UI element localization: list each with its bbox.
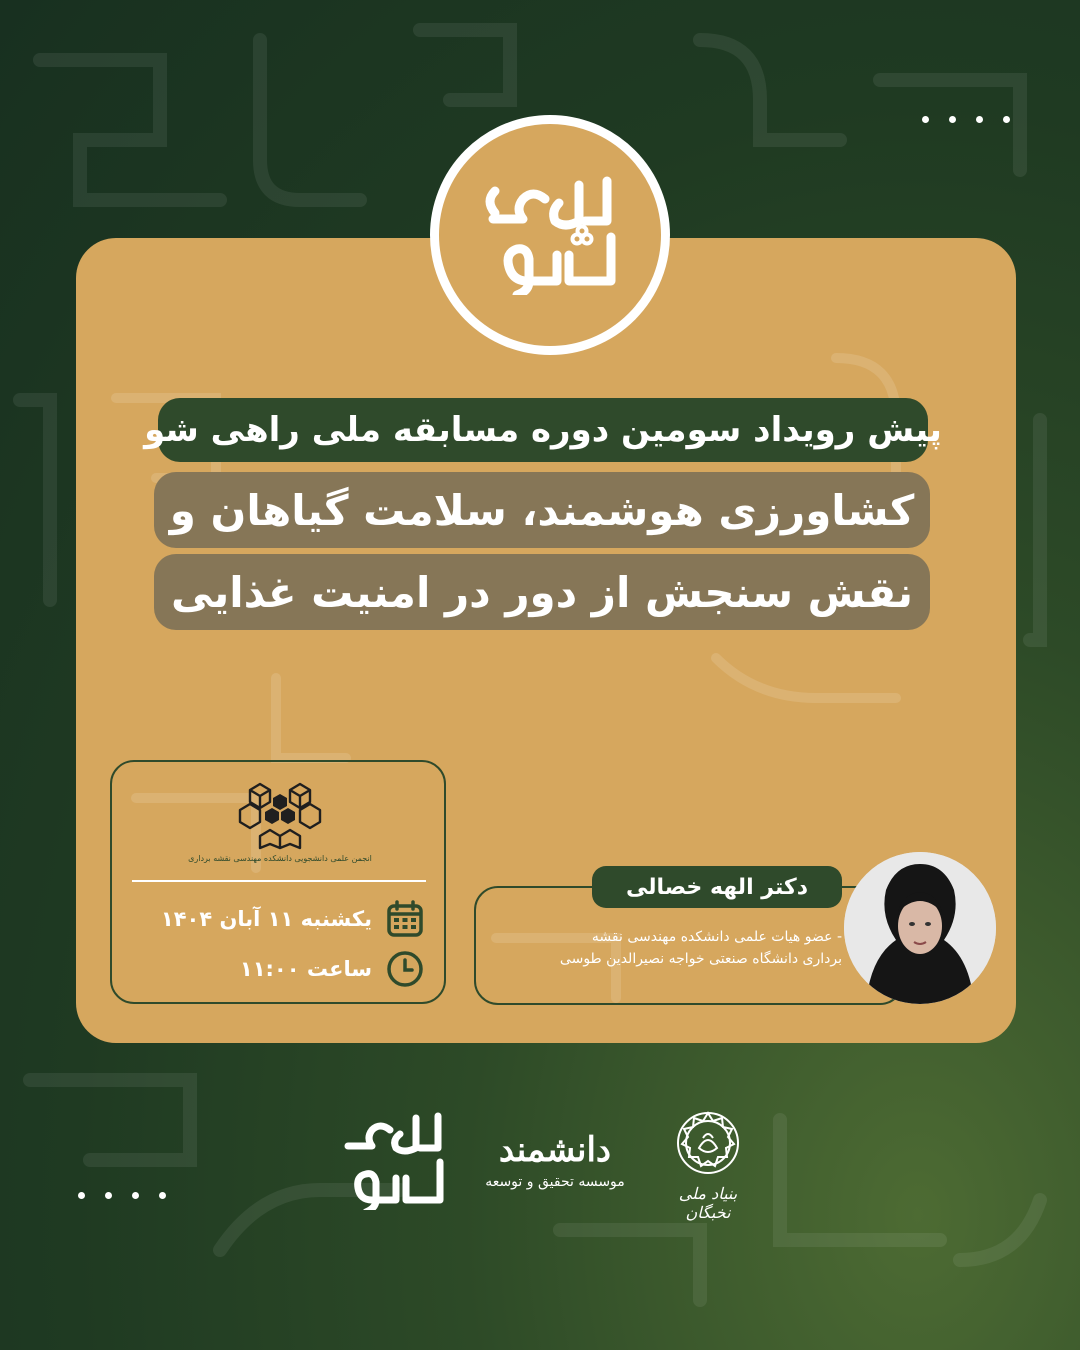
rahishow-logo-icon <box>475 175 625 295</box>
speaker-name: دکتر الهه خصالی <box>592 866 842 908</box>
clock-icon <box>386 950 424 988</box>
speaker-photo <box>844 852 996 1004</box>
info-divider <box>132 880 426 882</box>
speaker-description <box>492 926 842 970</box>
event-title-line-1: کشاورزی هوشمند، سلامت گیاهان و <box>154 472 930 548</box>
speaker-description-line-1: - عضو هیات علمی دانشکده مهندسی نقشه <box>591 929 842 945</box>
event-info-box <box>110 760 446 1004</box>
pre-event-label: پیش رویداد سومین دوره مسابقه ملی راهی شو <box>158 398 928 462</box>
calendar-icon <box>386 900 424 938</box>
speaker-portrait-icon <box>844 852 996 1004</box>
event-title-line-2: نقش سنجش از دور در امنیت غذایی <box>154 554 930 630</box>
event-time-row <box>240 950 424 988</box>
rahishow-logo-badge <box>430 115 670 355</box>
event-date-row <box>161 900 424 938</box>
daneshmand-logo <box>475 1130 635 1190</box>
decorative-dots-top <box>922 116 1010 123</box>
speaker-description-line-2: برداری دانشگاه صنعتی خواجه نصیرالدین طوسی <box>559 951 842 967</box>
nokhbegan-emblem-icon <box>673 1108 743 1178</box>
daneshmand-subtitle: موسسه تحقیق و توسعه <box>485 1174 625 1190</box>
nokhbegan-caption: بنیاد ملی نخبگان <box>678 1184 738 1222</box>
rahishow-footer-logo <box>340 1110 450 1210</box>
institution-caption: انجمن علمی دانشجویی دانشکده مهندسی نقشه برداری <box>188 854 372 863</box>
daneshmand-title: دانشمند <box>498 1130 612 1170</box>
institution-logo-icon <box>238 774 322 852</box>
event-date: یکشنبه ۱۱ آبان ۱۴۰۴ <box>160 907 372 931</box>
event-time: ساعت ۱۱:۰۰ <box>239 957 372 981</box>
nokhbegan-logo <box>658 1108 758 1222</box>
decorative-dots-bottom <box>78 1192 166 1199</box>
